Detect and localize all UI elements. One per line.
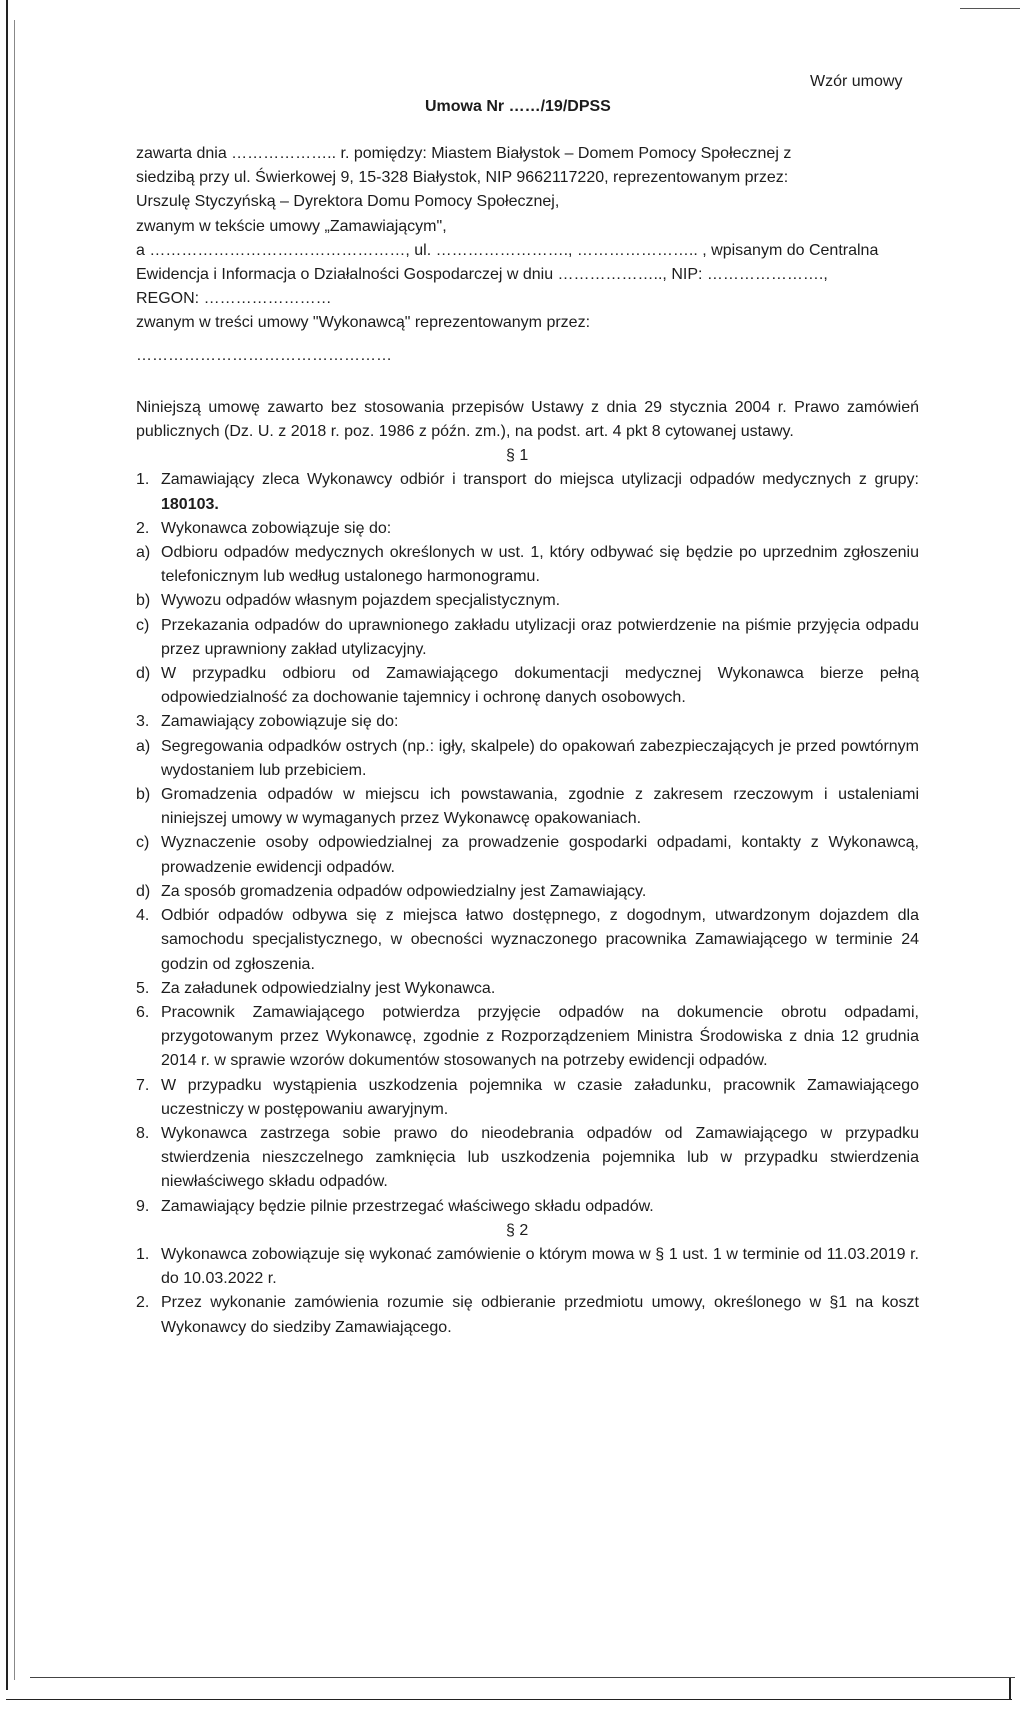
item-number: 6.	[136, 1003, 150, 1021]
item-text: Odbioru odpadów medycznych określonych w ust. 1, który odbywać się będzie po uprzednim zgłoszeniu telefonicznym lub według ustalonego harmonogramu.	[161, 544, 919, 586]
item-text: Segregowania odpadków ostrych (np.: igły, skalpele) do opakowań zabezpieczających je przed powtórnym wydostaniem lub przebiciem.	[161, 737, 919, 779]
contract-title: Umowa Nr ……/19/DPSS	[425, 98, 611, 115]
item-text: Zamawiający zleca Wykonawcy odbiór i transport do miejsca utylizacji odpadów medycznych z grupy:	[161, 471, 919, 489]
section-heading: § 2	[506, 1221, 529, 1239]
list-item	[136, 904, 919, 977]
list-item	[136, 783, 919, 831]
item-number: 3.	[136, 713, 150, 731]
intro-line: siedzibą przy ul. Świerkowej 9, 15-328 Białystok, NIP 9662117220, reprezentowanym przez:	[136, 169, 789, 187]
scan-edge-left-inner	[14, 20, 15, 1680]
item-letter: d)	[136, 882, 151, 900]
list-item	[136, 1195, 919, 1219]
list-item	[136, 1291, 919, 1339]
item-number: 8.	[136, 1124, 150, 1142]
list-item	[136, 977, 919, 1001]
item-text: Zamawiający zobowiązuje się do:	[161, 713, 399, 731]
list-item	[136, 517, 919, 541]
item-text: Wykonawca zastrzega sobie prawo do nieodebrania odpadów od Zamawiającego w przypadku stwierdzenia nieszczelnego zamknięcia lub uszkodzenia pojemnika lub w przypadku stwierdzenia niewłaściwego składu odpadów.	[161, 1124, 919, 1191]
item-number: 2.	[136, 519, 150, 537]
intro-line: Ewidencja i Informacja o Działalności Gospodarczej w dniu ……………….., NIP: ………………….,	[136, 266, 828, 284]
item-text: Wyznaczenie osoby odpowiedzialnej za prowadzenie gospodarki odpadami, kontakty z Wykonawcą, prowadzenie ewidencji odpadów.	[161, 834, 919, 876]
item-number: 4.	[136, 907, 150, 925]
intro-line: zawarta dnia ……………….. r. pomiędzy: Miastem Białystok – Domem Pomocy Społecznej z	[136, 145, 792, 162]
list-item	[136, 614, 919, 662]
item-text: Za sposób gromadzenia odpadów odpowiedzialny jest Zamawiający.	[161, 882, 647, 900]
list-item	[136, 735, 919, 783]
intro-line: Urszulę Styczyńską – Dyrektora Domu Pomocy Społecznej,	[136, 193, 560, 211]
item-letter: a)	[136, 544, 151, 562]
list-item	[136, 468, 919, 516]
item-number: 2.	[136, 1294, 150, 1312]
list-item	[136, 1074, 919, 1122]
item-text: Gromadzenia odpadów w miejscu ich powstawania, zgodnie z zakresem rzeczowym i ustaleniami niniejszej umowy w wymaganych przez Wykonawcę opakowaniach.	[161, 786, 919, 828]
list-item	[136, 1243, 919, 1291]
item-text: Przez wykonanie zamówienia rozumie się odbieranie przedmiotu umowy, określonego w §1 na koszt Wykonawcy do siedziby Zamawiającego.	[161, 1294, 919, 1336]
list-item	[136, 831, 919, 879]
item-text: Odbiór odpadów odbywa się z miejsca łatwo dostępnego, z dogodnym, utwardzonym dojazdem dla samochodu specjalistycznego, w obecności wyznaczonego pracownika Zamawiającego w terminie 24 godzin od zgłoszenia.	[161, 907, 919, 973]
list-item	[136, 710, 919, 734]
list-item	[136, 1001, 919, 1074]
intro-line: zwanym w treści umowy "Wykonawcą" reprezentowanym przez:	[136, 314, 591, 332]
item-letter: a)	[136, 737, 151, 755]
list-item	[136, 880, 919, 904]
item-text: Przekazania odpadów do uprawnionego zakładu utylizacji oraz potwierdzenie na piśmie przyjęcia odpadu przez uprawniony zakład utylizacyjny.	[161, 616, 919, 658]
item-text: Wykonawca zobowiązuje się do:	[161, 519, 392, 537]
section-heading: § 1	[506, 447, 529, 465]
item-number: 1.	[136, 1245, 150, 1263]
item-text: W przypadku odbioru od Zamawiającego dokumentacji medycznej Wykonawca bierze pełną odpowiedzialność za dochowanie tajemnicy i ochronę danych osobowych.	[161, 665, 919, 707]
item-number: 5.	[136, 979, 150, 997]
template-label: Wzór umowy	[810, 73, 903, 90]
list-item	[136, 662, 919, 710]
item-number: 9.	[136, 1197, 150, 1215]
scan-edge-bottom-inner	[30, 1677, 1015, 1678]
intro-line: zwanym w tekście umowy „Zamawiającym",	[136, 217, 447, 235]
item-text: Wykonawca zobowiązuje się wykonać zamówienie o którym mowa w § 1 ust. 1 w terminie od 11.03.2019 r. do 10.03.2022 r.	[161, 1245, 919, 1288]
item-letter: c)	[136, 616, 150, 634]
waste-code: 180103.	[161, 495, 219, 513]
item-text: Pracownik Zamawiającego potwierdza przyjęcie odpadów na dokumencie obrotu odpadami, przygotowanym przez Wykonawcę, zgodnie z Rozporządzeniem Ministra Środowiska z dnia 12 grudnia 2014 r. w sprawie wzorów dokumentów stosowanych na potrzeby ewidencji odpadów.	[161, 1003, 919, 1070]
list-item	[136, 541, 919, 589]
item-text: Zamawiający będzie pilnie przestrzegać właściwego składu odpadów.	[161, 1197, 654, 1215]
item-letter: c)	[136, 834, 150, 852]
legal-basis: Niniejszą umowę zawarto bez stosowania przepisów Ustawy z dnia 29 stycznia 2004 r. Prawo zamówień publicznych (Dz. U. z 2018 r. poz. 1986 z późn. zm.), na podst. art. 4 pkt 8 cytowanej ustawy.	[136, 398, 919, 441]
item-text: W przypadku wystąpienia uszkodzenia pojemnika w czasie załadunku, pracownik Zamawiającego uczestniczy w postępowaniu awaryjnym.	[161, 1076, 919, 1118]
item-letter: b)	[136, 786, 151, 804]
scan-edge-top	[960, 8, 1020, 9]
scan-edge-left	[6, 0, 8, 1690]
list-item	[136, 589, 919, 613]
intro-line: …………………………………………	[136, 346, 392, 364]
item-letter: d)	[136, 665, 151, 683]
item-text: Wywozu odpadów własnym pojazdem specjalistycznym.	[161, 592, 561, 610]
scan-corner	[1009, 1678, 1011, 1700]
item-number: 1.	[136, 471, 150, 489]
contract-body	[136, 142, 919, 1340]
scan-edge-bottom	[6, 1699, 1012, 1700]
list-item	[136, 1122, 919, 1195]
item-letter: b)	[136, 592, 151, 610]
intro-line: a …………………………………………, ul. ……………………., ………………….. , wpisanym do Centralna	[136, 241, 879, 259]
item-number: 7.	[136, 1076, 150, 1094]
intro-line: REGON: ……………………	[136, 290, 332, 308]
item-text: Za załadunek odpowiedzialny jest Wykonawca.	[161, 979, 496, 997]
